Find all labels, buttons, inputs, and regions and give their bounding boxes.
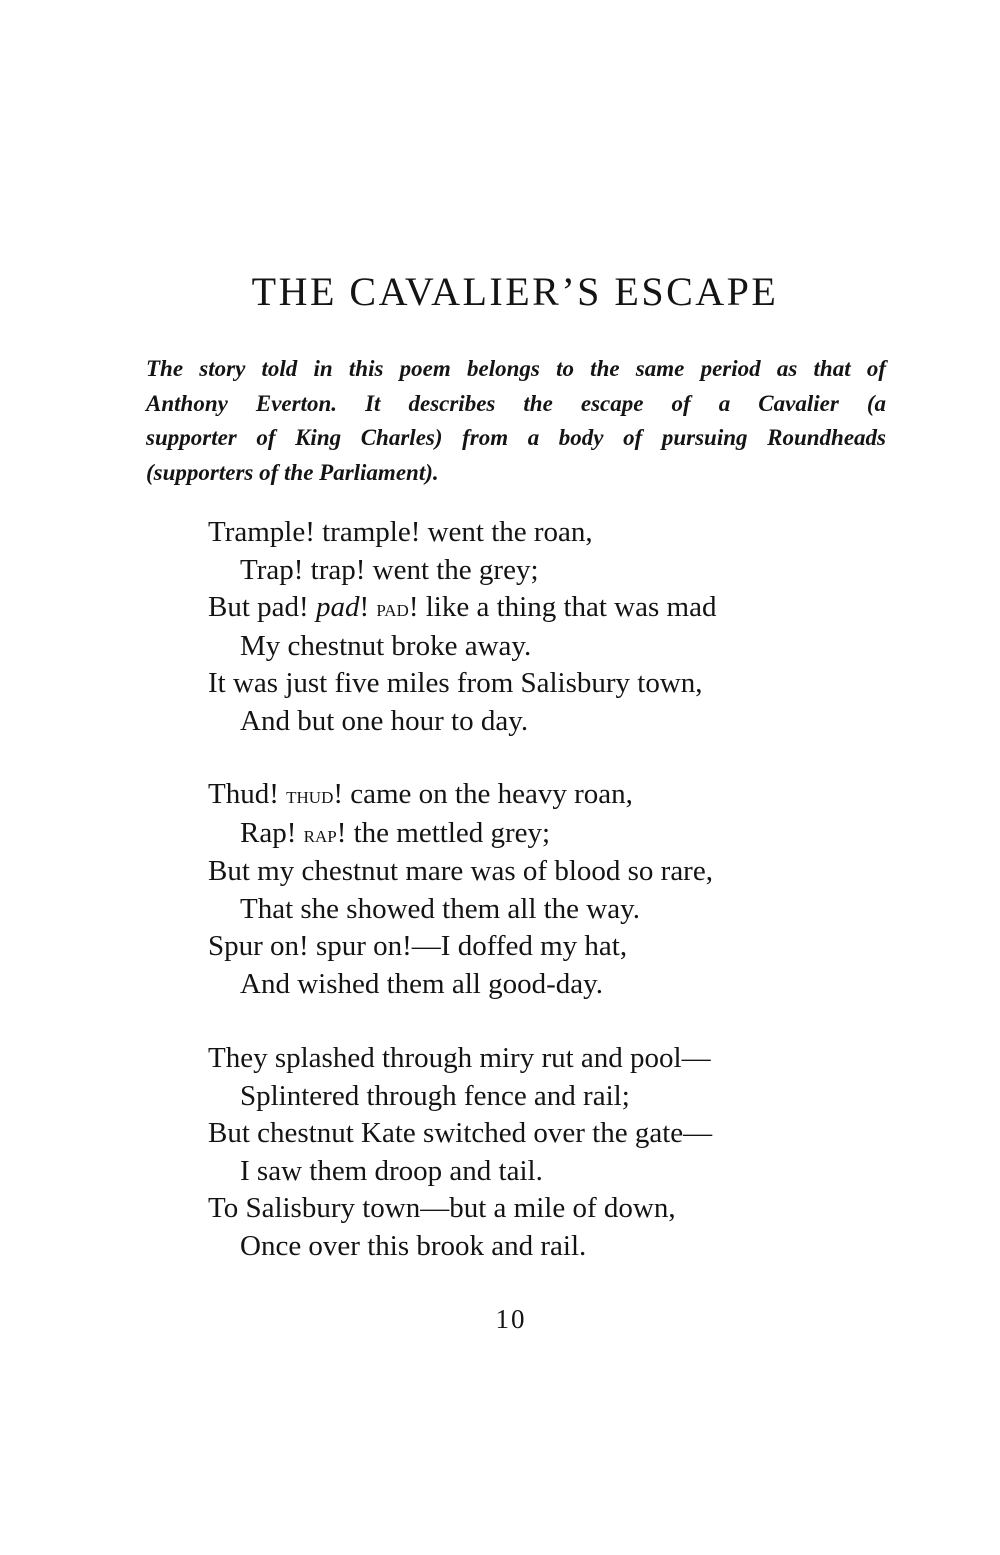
verse-line: But chestnut Kate switched over the gate— — [208, 1117, 713, 1150]
verse-segment: ! the mettled grey; — [336, 816, 551, 849]
intro-line: supporter of King Charles) from a body of pursuing Roundheads — [146, 425, 886, 450]
stanza-2 — [208, 776, 908, 1004]
verse-segment: Rap! — [240, 816, 304, 849]
intro-note — [146, 352, 886, 490]
verse-smallcaps-word: pad — [376, 595, 409, 623]
verse-line: My chestnut broke away. — [240, 629, 532, 662]
verse-line: Trample! trample! went the roan, — [208, 516, 593, 548]
verse-segment: But pad! — [208, 591, 316, 624]
verse-line: Splintered through fence and rail; — [240, 1079, 630, 1112]
stanza-3 — [208, 1040, 908, 1266]
verse-line: And but one hour to day. — [240, 704, 529, 737]
verse-line: And wished them all good-day. — [240, 967, 603, 1000]
verse-segment: ! came on the heavy roan, — [333, 778, 633, 810]
verse-line: Spur on! spur on!—I doffed my hat, — [208, 930, 628, 963]
verse-line — [208, 776, 908, 815]
verse-segment: ! — [359, 591, 377, 624]
intro-line: The story told in this poem belongs to the same period as that of — [146, 356, 886, 381]
verse-line: To Salisbury town—but a mile of down, — [208, 1192, 676, 1225]
verse-line — [208, 589, 908, 628]
verse-italic-word: pad — [315, 591, 360, 624]
page-number: 10 — [495, 1304, 527, 1334]
verse-line: It was just five miles from Salisbury town, — [208, 667, 703, 700]
verse-line: I saw them droop and tail. — [240, 1154, 543, 1187]
verse-smallcaps-word: thud — [286, 782, 334, 809]
verse-line — [208, 815, 908, 854]
verse-line: They splashed through miry rut and pool— — [208, 1042, 711, 1074]
stanza-1 — [208, 514, 908, 741]
verse-segment: ! like a thing that was mad — [408, 591, 717, 624]
intro-line: Anthony Everton. It describes the escape of a Cavalier (a — [146, 390, 886, 416]
verse-line: Once over this brook and rail. — [240, 1229, 587, 1262]
verse-segment: Thud! — [208, 778, 287, 810]
intro-line: (supporters of the Parliament). — [146, 459, 439, 485]
verse-line: That she showed them all the way. — [240, 892, 640, 925]
verse-line: Trap! trap! went the grey; — [240, 553, 539, 586]
verse-smallcaps-word: rap — [303, 820, 337, 848]
poem-title: THE CAVALIER’S ESCAPE — [251, 269, 779, 314]
verse-line: But my chestnut mare was of blood so rare, — [208, 855, 713, 888]
